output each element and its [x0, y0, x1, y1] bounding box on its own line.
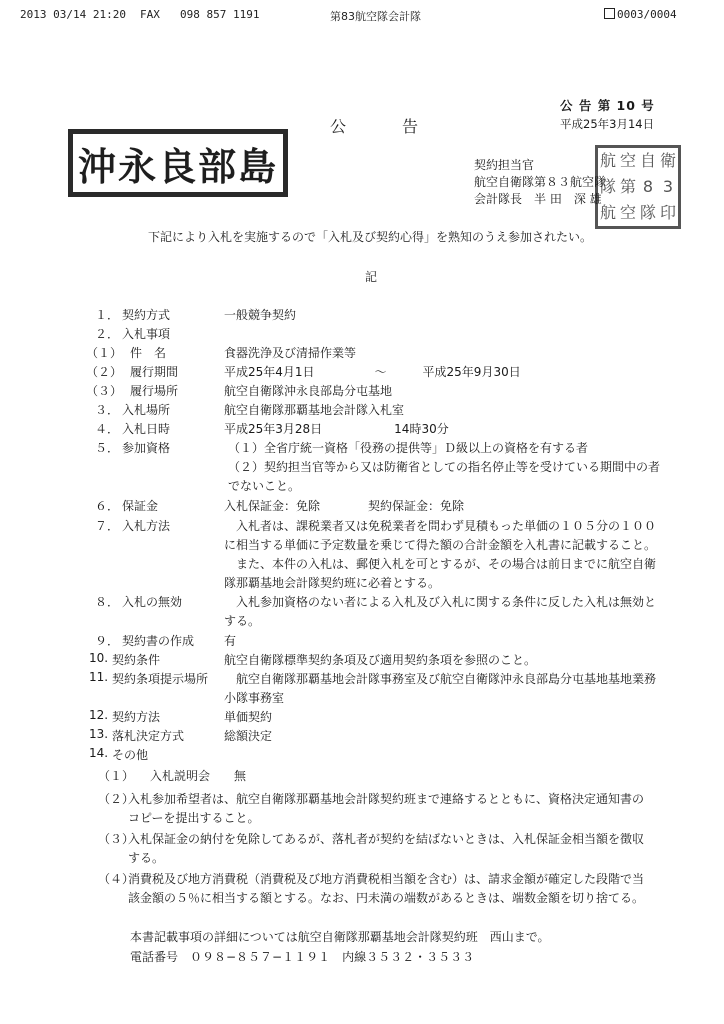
officer-name: 会計隊長 半 田 深 雄: [474, 192, 602, 206]
item-no: ６．: [95, 499, 120, 513]
other-text: 消費税及び地方消費税（消費税及び地方消費税相当額を含む）は、請求金額が確定した段階で当: [128, 872, 645, 886]
footer-line2: 電話番号 ０９８−８５７−１１９１ 内線３５３２・３５３３: [130, 950, 475, 964]
item-no: ９．: [95, 634, 120, 648]
other-no: （１）: [98, 769, 135, 783]
intro-text: 下記により入札を実施するので「入札及び契約心得」を熟知のうえ参加されたい。: [148, 230, 593, 244]
officer-unit: 航空自衛隊第８３航空隊: [474, 175, 607, 189]
officer-label: 契約担当官: [474, 158, 535, 172]
seal-char: 航: [599, 203, 616, 222]
item-value: 航空自衛隊那覇基地会計隊事務室及び航空自衛隊沖永良部島分屯基地基地業務: [236, 672, 657, 686]
item-value: 平成25年3月28日 14時30分: [224, 422, 449, 436]
item-no: ５．: [95, 441, 120, 455]
item-value: 有: [224, 634, 237, 648]
item-label: 入札日時: [122, 422, 171, 436]
item7-line2: に相当する単価に予定数量を乗じて得た額の合計金額を入札書に記載すること。: [224, 538, 657, 552]
item-label: 入札方法: [122, 519, 171, 533]
other-no: （４）: [98, 872, 135, 886]
other-no: （３）: [98, 832, 135, 846]
official-seal: [595, 145, 681, 229]
fax-number: 098 857 1191: [180, 8, 260, 21]
item-no: 14.: [89, 746, 109, 760]
ki-heading: 記: [365, 270, 378, 284]
item-label: 履行期間: [130, 365, 179, 379]
item-label: 入札の無効: [122, 595, 183, 609]
item-value: 航空自衛隊沖永良部島分屯基地: [224, 384, 393, 398]
item-label: 契約書の作成: [122, 634, 195, 648]
item-label: 契約方法: [112, 710, 161, 724]
other-text: 入札保証金の納付を免除してあるが、落札者が契約を結ばないときは、入札保証金相当額を徴収: [128, 832, 645, 846]
item-value: 単価契約: [224, 710, 273, 724]
item-no: ７．: [95, 519, 120, 533]
item-no: １．: [95, 308, 120, 322]
other-text: 入札説明会 無: [150, 769, 247, 783]
other-text: 入札参加希望者は、航空自衛隊那覇基地会計隊契約班まで連絡するとともに、資格決定通知書の: [128, 792, 645, 806]
seal-char: 隊: [639, 203, 656, 222]
item-no: （２）: [86, 365, 123, 379]
item-label: 契約条件: [112, 653, 161, 667]
location-stamp: [68, 129, 288, 197]
item-label: その他: [112, 748, 149, 762]
fax-page-icon: [604, 8, 615, 19]
other-no: （２）: [98, 792, 135, 806]
seal-char: 衛: [659, 151, 676, 170]
notice-number: 公 告 第 10 号: [560, 98, 655, 113]
item-label: 履行場所: [130, 384, 179, 398]
item-no: （３）: [86, 384, 123, 398]
item11-line2: 小隊事務室: [224, 691, 285, 705]
fax-page-number: 0003/0004: [617, 8, 677, 21]
item8-line2: する。: [224, 614, 261, 628]
fax-sender: 第83航空隊会計隊: [330, 10, 421, 23]
item-label: 入札場所: [122, 403, 171, 417]
item5-line3: でないこと。: [228, 479, 301, 493]
item-label: 参加資格: [122, 441, 171, 455]
item-no: 12.: [89, 708, 109, 722]
item-value: 入札者は、課税業者又は免税業者を問わず見積もった単価の１０５分の１００: [236, 519, 657, 533]
item7-line4: 隊那覇基地会計隊契約班に必着とする。: [224, 576, 441, 590]
seal-char: 航: [599, 151, 616, 170]
seal-char: 8: [642, 177, 654, 196]
item-value: 食器洗浄及び清掃作業等: [224, 346, 357, 360]
stamp-text: 沖永良部島: [77, 143, 278, 189]
item5-line2: （２）契約担当官等から又は防衛省としての指名停止等を受けている期間中の者: [228, 460, 661, 474]
fax-page: [604, 8, 677, 21]
item-label: 件 名: [130, 346, 167, 360]
other4-line2: 該金額の５％に相当する額とする。なお、円未満の端数があるときは、端数金額を切り捨てる。: [128, 891, 645, 905]
item-value: 一般競争契約: [224, 308, 297, 322]
item-no: ２．: [95, 327, 120, 341]
other2-line2: コピーを提出すること。: [128, 811, 260, 825]
item-label: 入札事項: [122, 327, 171, 341]
item-no: （１）: [86, 346, 123, 360]
other3-line2: する。: [128, 851, 165, 865]
item-no: 11.: [89, 670, 109, 684]
item-label: 契約方式: [122, 308, 171, 322]
item-label: 契約条項提示場所: [112, 672, 209, 686]
item-no: 10.: [89, 651, 109, 665]
seal-char: 印: [659, 203, 676, 222]
notice-date: 平成25年3月14日: [560, 117, 655, 131]
item-label: 落札決定方式: [112, 729, 185, 743]
item-no: ３．: [95, 403, 120, 417]
fax-datetime: 2013 03/14 21:20: [20, 8, 126, 21]
footer-line1: 本書記載事項の詳細については航空自衛隊那覇基地会計隊契約班 西山まで。: [130, 930, 550, 944]
item-value: 入札保証金：免除 契約保証金：免除: [224, 499, 465, 513]
seal-char: 3: [662, 177, 674, 196]
seal-char: 自: [639, 151, 656, 170]
item-value: 航空自衛隊標準契約条項及び適用契約条項を参照のこと。: [224, 653, 537, 667]
notice-title: 公 告: [330, 117, 421, 136]
item-value: 航空自衛隊那覇基地会計隊入札室: [224, 403, 405, 417]
item-value: 総額決定: [224, 729, 273, 743]
item-value: 平成25年4月1日 〜 平成25年9月30日: [224, 365, 521, 379]
item-value: （１）全省庁統一資格「役務の提供等」Ｄ級以上の資格を有する者: [228, 441, 589, 455]
seal-char: 第: [619, 177, 636, 196]
item-no: ８．: [95, 595, 120, 609]
item-label: 保証金: [122, 499, 159, 513]
item-no: 13.: [89, 727, 109, 741]
seal-char: 空: [619, 151, 636, 170]
seal-char: 隊: [599, 177, 616, 196]
fax-label: FAX: [140, 8, 160, 21]
item-value: 入札参加資格のない者による入札及び入札に関する条件に反した入札は無効と: [236, 595, 657, 609]
item7-line3: また、本件の入札は、郵便入札を可とするが、その場合は前日までに航空自衛: [236, 557, 657, 571]
seal-char: 空: [619, 203, 636, 222]
item-no: ４．: [95, 422, 120, 436]
